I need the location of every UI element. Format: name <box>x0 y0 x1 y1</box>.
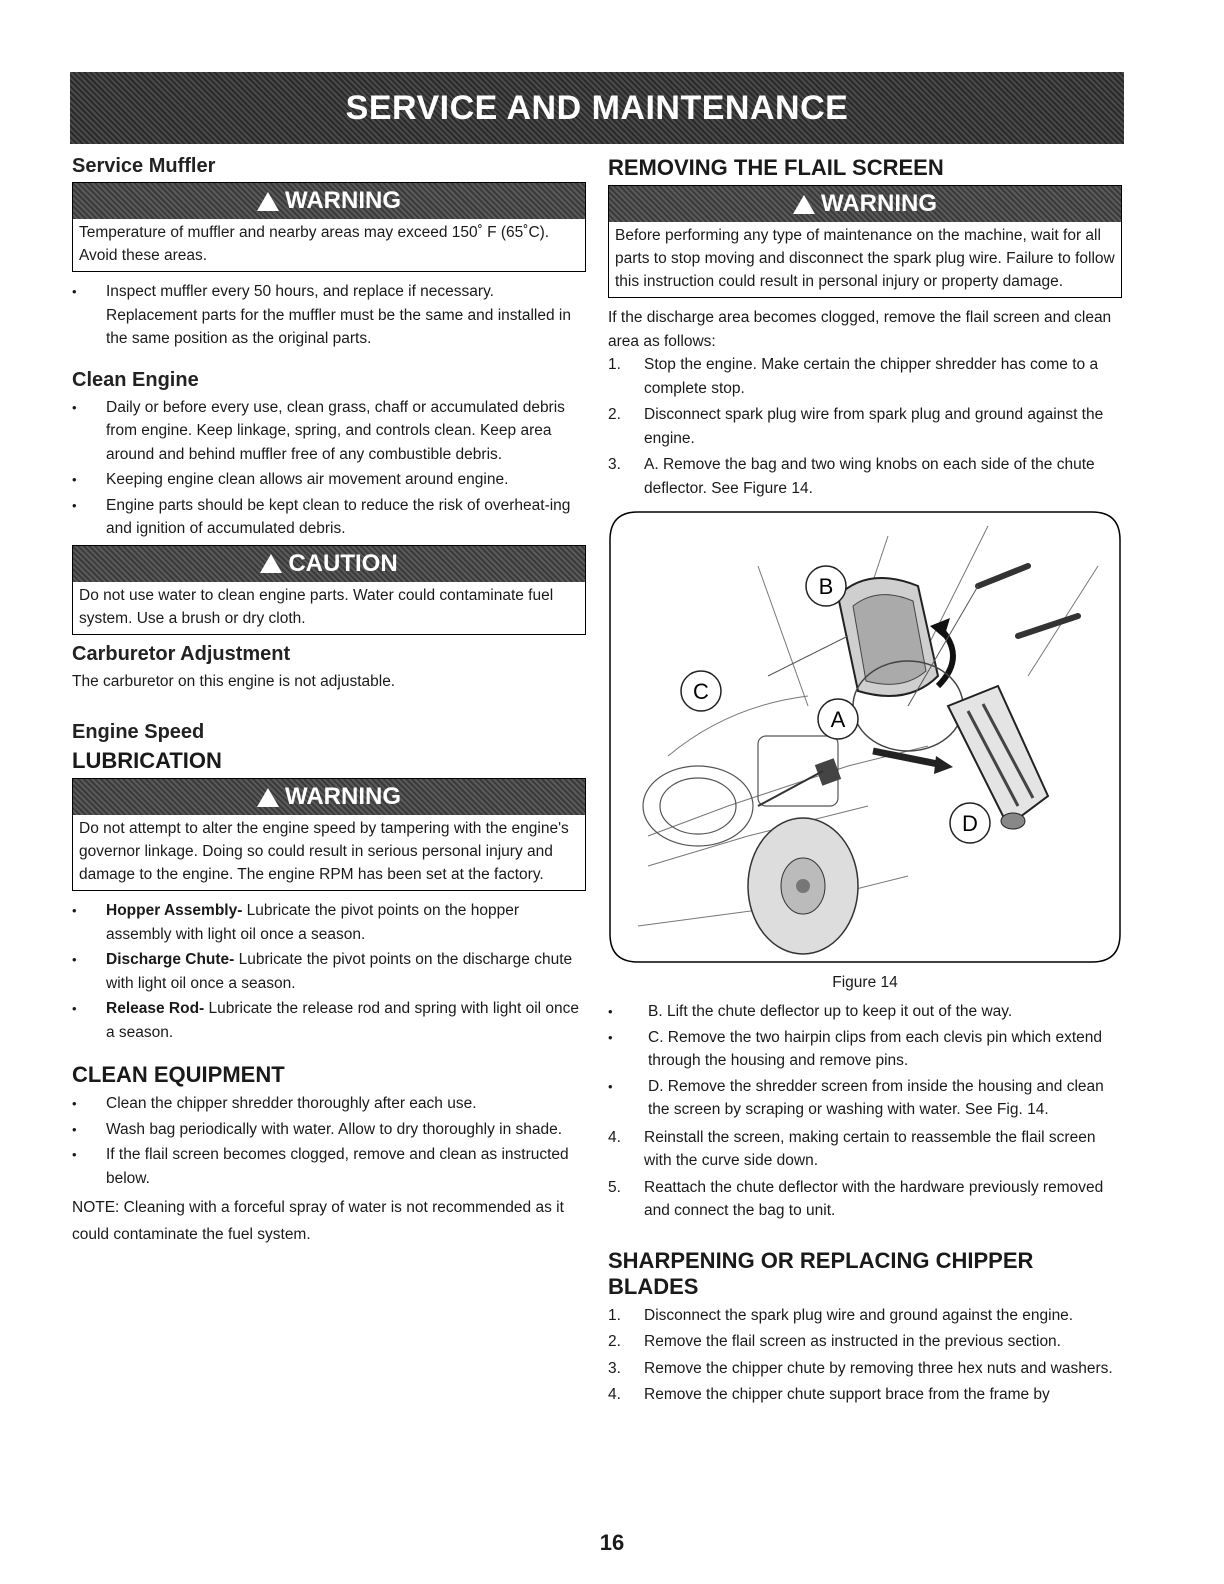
muffler-warning-box <box>72 182 586 272</box>
list-item: 4. Remove the chipper chute support brace from the frame by <box>608 1386 1050 1403</box>
warning-triangle-icon <box>793 195 815 214</box>
svg-text:A: A <box>830 707 846 732</box>
list-item: 2. Remove the flail screen as instructed in the previous section. <box>608 1333 1061 1350</box>
engine-speed-warning-text: Do not attempt to alter the engine speed by tampering with the engine's governor linkage. Doing so could result in serious personal injury and damage to the engine. The engine RPM has been set at the factory. <box>79 820 569 883</box>
caution-header: CAUTION <box>73 546 585 582</box>
list-item: • Clean the chipper shredder thoroughly after each use. <box>72 1092 586 1116</box>
service-muffler-heading: Service Muffler <box>72 155 216 177</box>
list-item: 4. Reinstall the screen, making certain to reassemble the flail screen with the curve side down. <box>608 1128 1096 1169</box>
engine-speed-warning-box <box>72 778 586 891</box>
warning-triangle-icon <box>257 192 279 211</box>
list-item: 3. Remove the chipper chute by removing three hex nuts and washers. <box>608 1359 1113 1377</box>
list-item: • Release Rod- Lubricate the release rod and spring with light oil once a season. <box>72 997 586 1044</box>
callout-b <box>806 566 846 606</box>
chipper-illustration <box>608 506 1122 968</box>
sharpening-heading: SHARPENING OR REPLACING CHIPPER BLADES <box>608 1247 1034 1299</box>
list-item: • D. Remove the shredder screen from inside the housing and clean the screen by scraping or washing with water. See Fig. 14. <box>608 1075 1122 1122</box>
clean-engine-heading: Clean Engine <box>72 368 199 391</box>
clean-engine-list <box>72 396 586 541</box>
figure-14 <box>608 506 1122 968</box>
list-item: • Keeping engine clean allows air movement around engine. <box>72 468 586 492</box>
figure-caption: Figure 14 <box>832 974 898 991</box>
page-number: 16 <box>599 1530 625 1555</box>
wheel <box>748 818 858 954</box>
engine-speed-warning-header: WARNING <box>73 779 585 815</box>
list-item: 2. Disconnect spark plug wire from spark plug and ground against the engine. <box>608 406 1104 447</box>
list-item: 5. Reattach the chute deflector with the hardware previously removed and connect the bag to unit. <box>608 1178 1104 1219</box>
section-banner <box>70 72 1124 144</box>
banner-title: SERVICE AND MAINTENANCE <box>345 88 849 127</box>
list-item: • C. Remove the two hairpin clips from each clevis pin which extend through the housing and remove pins. <box>608 1026 1122 1073</box>
flail-screen-heading: REMOVING THE FLAIL SCREEN <box>608 155 944 180</box>
flail-steps <box>608 353 1122 500</box>
flail-intro: If the discharge area becomes clogged, remove the flail screen and clean area as follows: <box>608 309 1112 350</box>
list-item: • Engine parts should be kept clean to reduce the risk of overheat-ing and ignition of accumulated debris. <box>72 494 586 541</box>
list-item: • Hopper Assembly- Lubricate the pivot points on the hopper assembly with light oil once a season. <box>72 899 586 946</box>
flail-warning-text: Before performing any type of maintenance on the machine, wait for all parts to stop moving and disconnect the spark plug wire. Failure to follow this instruction could result in personal injury or property damage. <box>615 227 1115 290</box>
left-column <box>72 155 586 1248</box>
caution-box <box>72 545 586 635</box>
clean-equipment-list <box>72 1092 586 1190</box>
muffler-warning-text: Temperature of muffler and nearby areas may exceed 150˚ F (65˚C). Avoid these areas. <box>79 224 550 264</box>
list-item: • If the flail screen becomes clogged, remove and clean as instructed below. <box>72 1143 586 1190</box>
engine-speed-heading: Engine Speed <box>72 721 205 743</box>
callout-d <box>950 803 990 843</box>
caution-text: Do not use water to clean engine parts. Water could contaminate fuel system. Use a brush or dry cloth. <box>79 586 554 627</box>
carburetor-text: The carburetor on this engine is not adjustable. <box>72 672 396 690</box>
list-item: • Inspect muffler every 50 hours, and replace if necessary. Replacement parts for the muffler must be the same and installed in the same position as the original parts. <box>72 280 586 351</box>
list-item: • Wash bag periodically with water. Allow to dry thoroughly in shade. <box>72 1118 586 1142</box>
chute-deflector <box>838 578 953 696</box>
svg-text:B: B <box>818 574 834 599</box>
callout-a <box>818 699 858 739</box>
clean-equipment-note: NOTE: Cleaning with a forceful spray of water is not recommended as it could contaminate the fuel system. <box>72 1199 564 1243</box>
flail-steps-continued <box>608 1126 1122 1223</box>
flail-warning-header: WARNING <box>609 186 1121 222</box>
clean-equipment-heading: CLEAN EQUIPMENT <box>72 1062 285 1087</box>
lubrication-list <box>72 899 586 1044</box>
flail-warning-box <box>608 185 1122 298</box>
flail-substeps <box>608 1000 1122 1122</box>
list-item: • B. Lift the chute deflector up to keep it out of the way. <box>608 1000 1122 1024</box>
caution-triangle-icon <box>260 554 282 573</box>
right-column <box>608 155 1122 1410</box>
lubrication-heading: LUBRICATION <box>72 748 222 773</box>
list-item: 1. Stop the engine. Make certain the chipper shredder has come to a complete stop. <box>608 356 1099 397</box>
svg-text:D: D <box>962 811 978 836</box>
list-item: • Discharge Chute- Lubricate the pivot points on the discharge chute with light oil once a season. <box>72 948 586 995</box>
list-item: 3. A. Remove the bag and two wing knobs on each side of the chute deflector. See Figure 14. <box>608 456 1095 497</box>
muffler-warning-header: WARNING <box>73 183 585 219</box>
muffler-list <box>72 280 586 351</box>
callout-c <box>681 671 721 711</box>
sharpening-steps <box>608 1304 1122 1407</box>
list-item: • Daily or before every use, clean grass, chaff or accumulated debris from engine. Keep linkage, spring, and controls clean. Keep area around and behind muffler free of any combustible debris. <box>72 396 586 467</box>
svg-text:C: C <box>693 679 709 704</box>
list-item: 1. Disconnect the spark plug wire and ground against the engine. <box>608 1306 1074 1324</box>
warning-triangle-icon <box>257 788 279 807</box>
carburetor-heading: Carburetor Adjustment <box>72 642 291 665</box>
